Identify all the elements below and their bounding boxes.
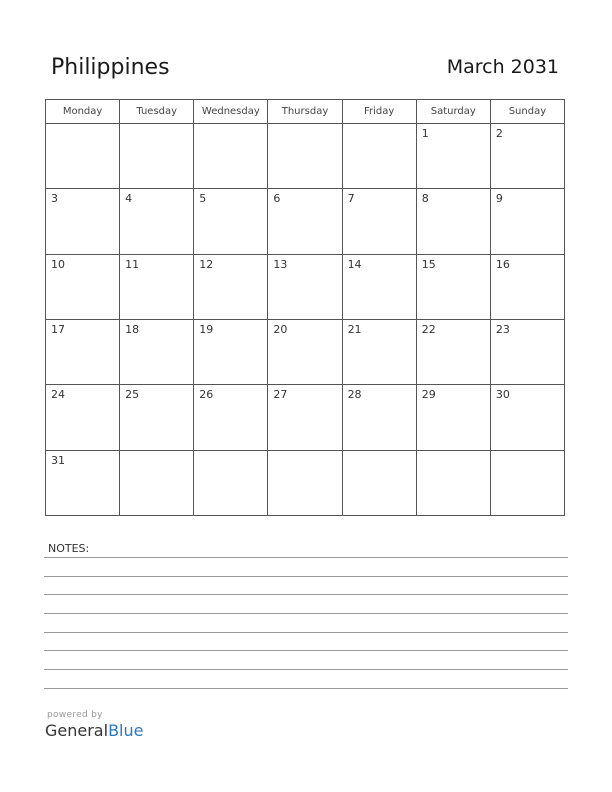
day-number: 14 (347, 257, 362, 271)
weekday-header: Wednesday (194, 100, 268, 124)
day-cell (120, 254, 194, 319)
day-number (343, 124, 416, 127)
powered-by-text: powered by (47, 710, 103, 720)
notes-line (44, 613, 568, 614)
day-cell (268, 254, 342, 319)
day-number: 30 (495, 388, 510, 402)
notes-line (44, 594, 568, 595)
day-cell (194, 124, 268, 189)
day-cell (194, 189, 268, 254)
day-number: 10 (51, 257, 65, 271)
day-number: 4 (125, 192, 133, 206)
country-title: Philippines (51, 55, 170, 80)
notes-line (44, 557, 568, 558)
day-cell (46, 450, 120, 515)
day-number: 16 (495, 257, 510, 271)
notes-line (44, 632, 568, 633)
notes-line (44, 688, 568, 689)
day-cell (342, 254, 416, 319)
day-cell (416, 385, 490, 450)
day-cell (342, 124, 416, 189)
day-cell (46, 385, 120, 450)
weekday-header: Sunday (490, 100, 564, 124)
week-row (46, 385, 565, 450)
day-number: 12 (199, 257, 214, 271)
day-cell (416, 189, 490, 254)
day-cell (490, 189, 564, 254)
day-cell (194, 385, 268, 450)
day-number: 23 (495, 322, 510, 336)
brand-general-text: General (45, 721, 109, 740)
day-cell (120, 189, 194, 254)
day-number: 7 (347, 192, 355, 206)
day-number: 29 (421, 388, 436, 402)
day-number (417, 451, 490, 454)
day-cell (490, 124, 564, 189)
weekday-header: Saturday (416, 100, 490, 124)
day-number: 2 (495, 127, 503, 140)
day-cell (46, 254, 120, 319)
day-cell (194, 254, 268, 319)
day-cell (46, 189, 120, 254)
day-number: 13 (273, 257, 288, 271)
day-cell (120, 450, 194, 515)
week-row (46, 254, 565, 319)
day-number (120, 124, 193, 127)
day-number: 31 (51, 453, 65, 467)
day-number (268, 451, 341, 454)
day-cell (120, 124, 194, 189)
day-cell (490, 385, 564, 450)
notes-label: NOTES: (48, 542, 90, 555)
day-cell (490, 319, 564, 384)
day-cell (268, 189, 342, 254)
day-cell (342, 385, 416, 450)
day-cell (120, 385, 194, 450)
day-number: 28 (347, 388, 362, 402)
day-cell (120, 319, 194, 384)
day-number: 21 (347, 322, 362, 336)
day-number: 11 (125, 257, 140, 271)
day-cell (416, 450, 490, 515)
day-cell (194, 450, 268, 515)
day-number: 27 (273, 388, 288, 402)
day-number (268, 124, 341, 127)
day-number: 8 (421, 192, 429, 206)
brand-name (45, 721, 143, 740)
day-cell (268, 124, 342, 189)
week-row (46, 319, 565, 384)
day-cell (490, 254, 564, 319)
brand-blue-text: Blue (108, 721, 144, 740)
day-number: 3 (51, 192, 58, 206)
notes-line (44, 576, 568, 577)
notes-line (44, 669, 568, 670)
day-number: 25 (125, 388, 140, 402)
day-cell (342, 189, 416, 254)
day-cell (46, 124, 120, 189)
day-number: 19 (199, 322, 214, 336)
week-row (46, 124, 565, 189)
day-cell (268, 385, 342, 450)
day-number: 18 (125, 322, 140, 336)
day-cell (194, 319, 268, 384)
day-cell (46, 319, 120, 384)
day-number: 9 (495, 192, 503, 206)
day-number: 17 (51, 322, 65, 336)
day-number: 24 (51, 388, 65, 402)
day-number: 20 (273, 322, 288, 336)
day-number: 15 (421, 257, 436, 271)
day-number (194, 124, 267, 127)
weekday-header: Thursday (268, 100, 342, 124)
weekday-header: Friday (342, 100, 416, 124)
day-number: 6 (273, 192, 281, 206)
day-number: 22 (421, 322, 436, 336)
day-number (120, 451, 193, 454)
weekday-header-row (46, 100, 565, 124)
day-number (343, 451, 416, 454)
brand-logo (45, 710, 143, 740)
day-number: 5 (199, 192, 207, 206)
week-row (46, 450, 565, 515)
day-cell (342, 319, 416, 384)
calendar-grid (45, 99, 565, 516)
day-number: 1 (421, 127, 429, 140)
day-cell (416, 254, 490, 319)
day-number (46, 124, 119, 127)
weekday-header: Monday (46, 100, 120, 124)
day-cell (268, 319, 342, 384)
day-cell (490, 450, 564, 515)
day-number (491, 451, 564, 454)
weekday-header: Tuesday (120, 100, 194, 124)
day-cell (268, 450, 342, 515)
day-number (194, 451, 267, 454)
day-cell (416, 124, 490, 189)
day-number: 26 (199, 388, 214, 402)
notes-line (44, 650, 568, 651)
day-cell (342, 450, 416, 515)
day-cell (416, 319, 490, 384)
week-row (46, 189, 565, 254)
month-title: March 2031 (446, 56, 559, 78)
